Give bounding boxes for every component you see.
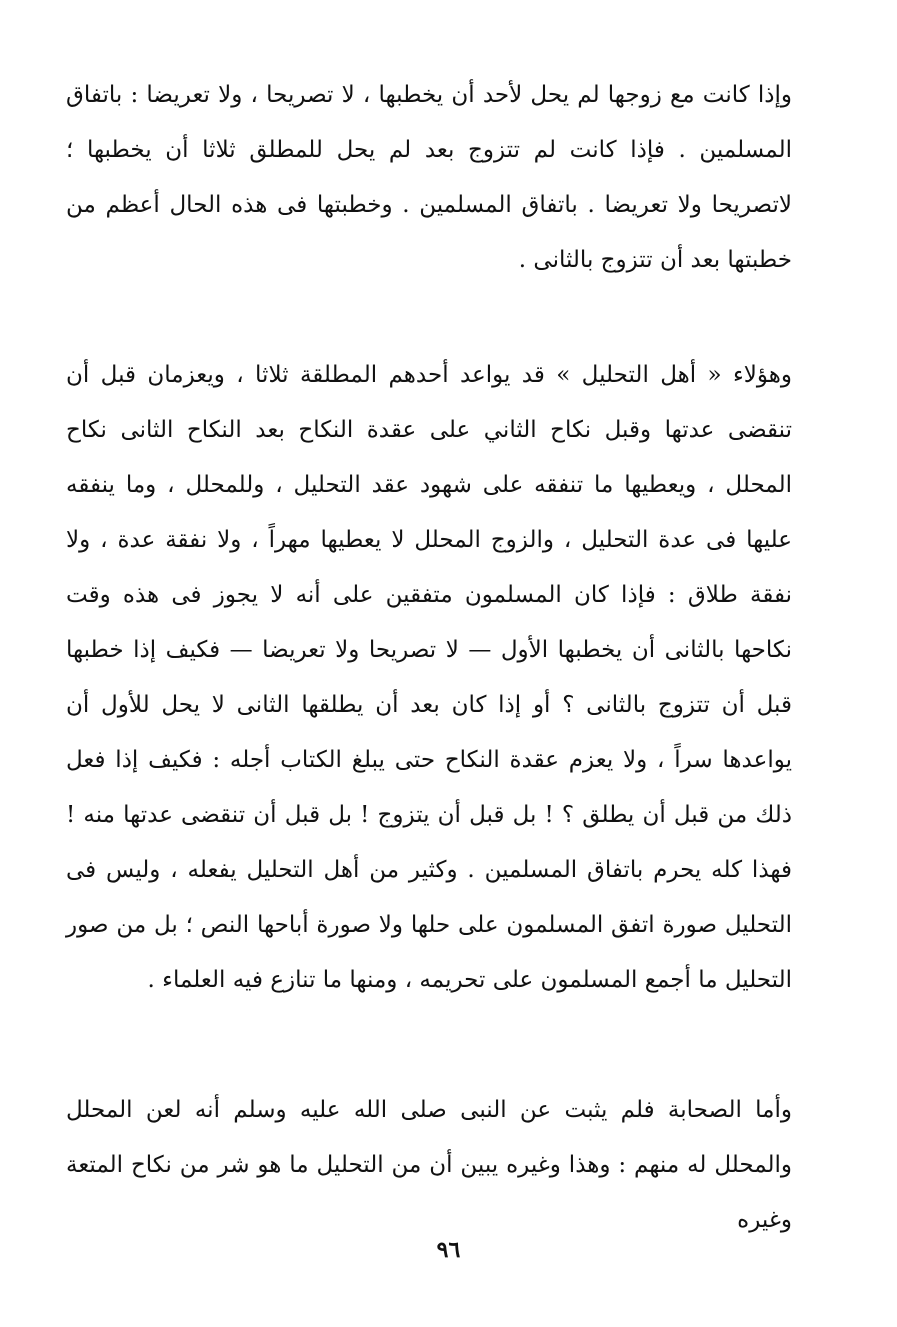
paragraph-2: وهؤلاء « أهل التحليل » قد يواعد أحدهم المطلقة ثلاثا ، ويعزمان قبل أن تنقضى عدتها وقبل نكاح الثاني على عقدة النكاح بعد النكاح الثانى نكاح المحلل ، ويعطيها ما تنفقه على شهود عقد التحليل ، وللمحلل ، وما ينفقه عليها فى عدة التحليل ، والزوج المحلل لا يعطيها مهراً ، ولا نفقة عدة ، ولا نفقة طلاق : فإذا كان المسلمون متفقين على أنه لا يجوز فى هذه وقت نكاحها بالثانى أن يخطبها الأول — لا تصريحا ولا تعريضا — فكيف إذا خطبها قبل أن تتزوج بالثانى ؟ أو إذا كان بعد أن يطلقها الثانى لا يحل للأول أن يواعدها سراً ، ولا يعزم عقدة النكاح حتى يبلغ الكتاب أجله : فكيف إذا فعل ذلك من قبل أن يطلق ؟ ! بل قبل أن يتزوج ! بل قبل أن تنقضى عدتها منه ! فهذا كله يحرم باتفاق المسلمين . وكثير من أهل التحليل يفعله ، وليس فى التحليل صورة اتفق المسلمون على حلها ولا صورة أباحها النص ؛ بل من صور التحليل ما أجمع المسلمون على تحريمه ، ومنها ما تنازع فيه العلماء . [66,362,792,993]
paragraph-3: وأما الصحابة فلم يثبت عن النبى صلى الله عليه وسلم أنه لعن المحلل والمحلل له منهم : وهذا وغيره يبين أن من التحليل ما هو شر من نكاح المتعة وغيره [66,1097,792,1233]
page-number: ٩٦ [436,1237,461,1263]
paragraph-1: وإذا كانت مع زوجها لم يحل لأحد أن يخطبها ، لا تصريحا ، ولا تعريضا : باتفاق المسلمين . فإذا كانت لم تتزوج بعد لم يحل للمطلق ثلاثا أن يخطبها ؛ لاتصريحا ولا تعريضا . باتفاق المسلمين . وخطبتها فى هذه الحال أعظم من خطبتها بعد أن تتزوج بالثانى . [66,82,792,273]
